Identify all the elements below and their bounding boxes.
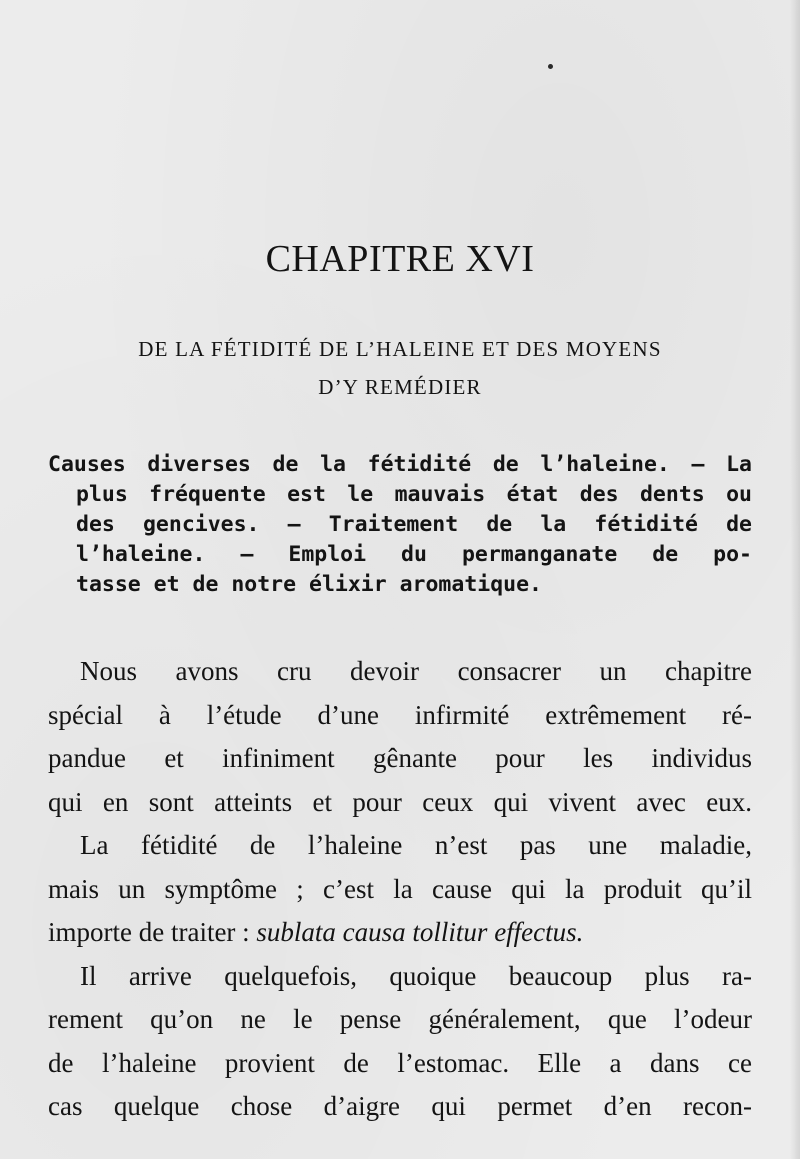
summary-line: l’haleine. — Emploi du permanganate de po- bbox=[76, 542, 752, 567]
paragraph-3-line: de l’haleine provient de l’estomac. Elle a dans ce bbox=[48, 1047, 752, 1078]
page-edge-shadow bbox=[790, 0, 800, 1159]
paragraph-2-line: mais un symptôme ; c’est la cause qui la produit qu’il bbox=[48, 873, 752, 904]
paragraph-3-line: rement qu’on ne le pense généralement, que l’odeur bbox=[48, 1004, 752, 1034]
chapter-title: CHAPITRE XVI bbox=[265, 238, 535, 280]
paragraph-1-line: qui en sont atteints et pour ceux qui vivent avec eux. bbox=[48, 786, 752, 817]
paragraph-1-line: Nous avons cru devoir consacrer un chapitre bbox=[80, 656, 752, 686]
chapter-heading-line-2: D’Y REMÉDIER bbox=[318, 375, 482, 399]
latin-maxim: sublata causa tollitur effectus. bbox=[256, 917, 584, 947]
paragraph-2-text: importe de traiter : bbox=[48, 917, 257, 947]
summary-line: tasse et de notre élixir aromatique. bbox=[76, 572, 542, 597]
paragraph-2-line: La fétidité de l’haleine n’est pas une maladie, bbox=[80, 830, 752, 860]
paragraph-3-line: Il arrive quelquefois, quoique beaucoup plus ra- bbox=[80, 960, 752, 991]
body-text bbox=[48, 650, 752, 1129]
summary-line: Causes diverses de la fétidité de l’haleine. — La bbox=[48, 452, 752, 477]
summary-line: plus fréquente est le mauvais état des dents ou bbox=[76, 482, 752, 507]
ink-speck bbox=[548, 64, 553, 69]
chapter-heading-line-1: DE LA FÉTIDITÉ DE L’HALEINE ET DES MOYENS bbox=[138, 337, 662, 361]
chapter-summary bbox=[48, 450, 752, 600]
paragraph-1-line: pandue et infiniment gênante pour les individus bbox=[48, 743, 752, 773]
paragraph-3-line: cas quelque chose d’aigre qui permet d’en recon- bbox=[48, 1091, 752, 1121]
paragraph-1-line: spécial à l’étude d’une infirmité extrêmement ré- bbox=[48, 699, 752, 730]
paragraph-2-line bbox=[48, 911, 752, 955]
summary-line: des gencives. — Traitement de la fétidité de bbox=[76, 512, 752, 537]
